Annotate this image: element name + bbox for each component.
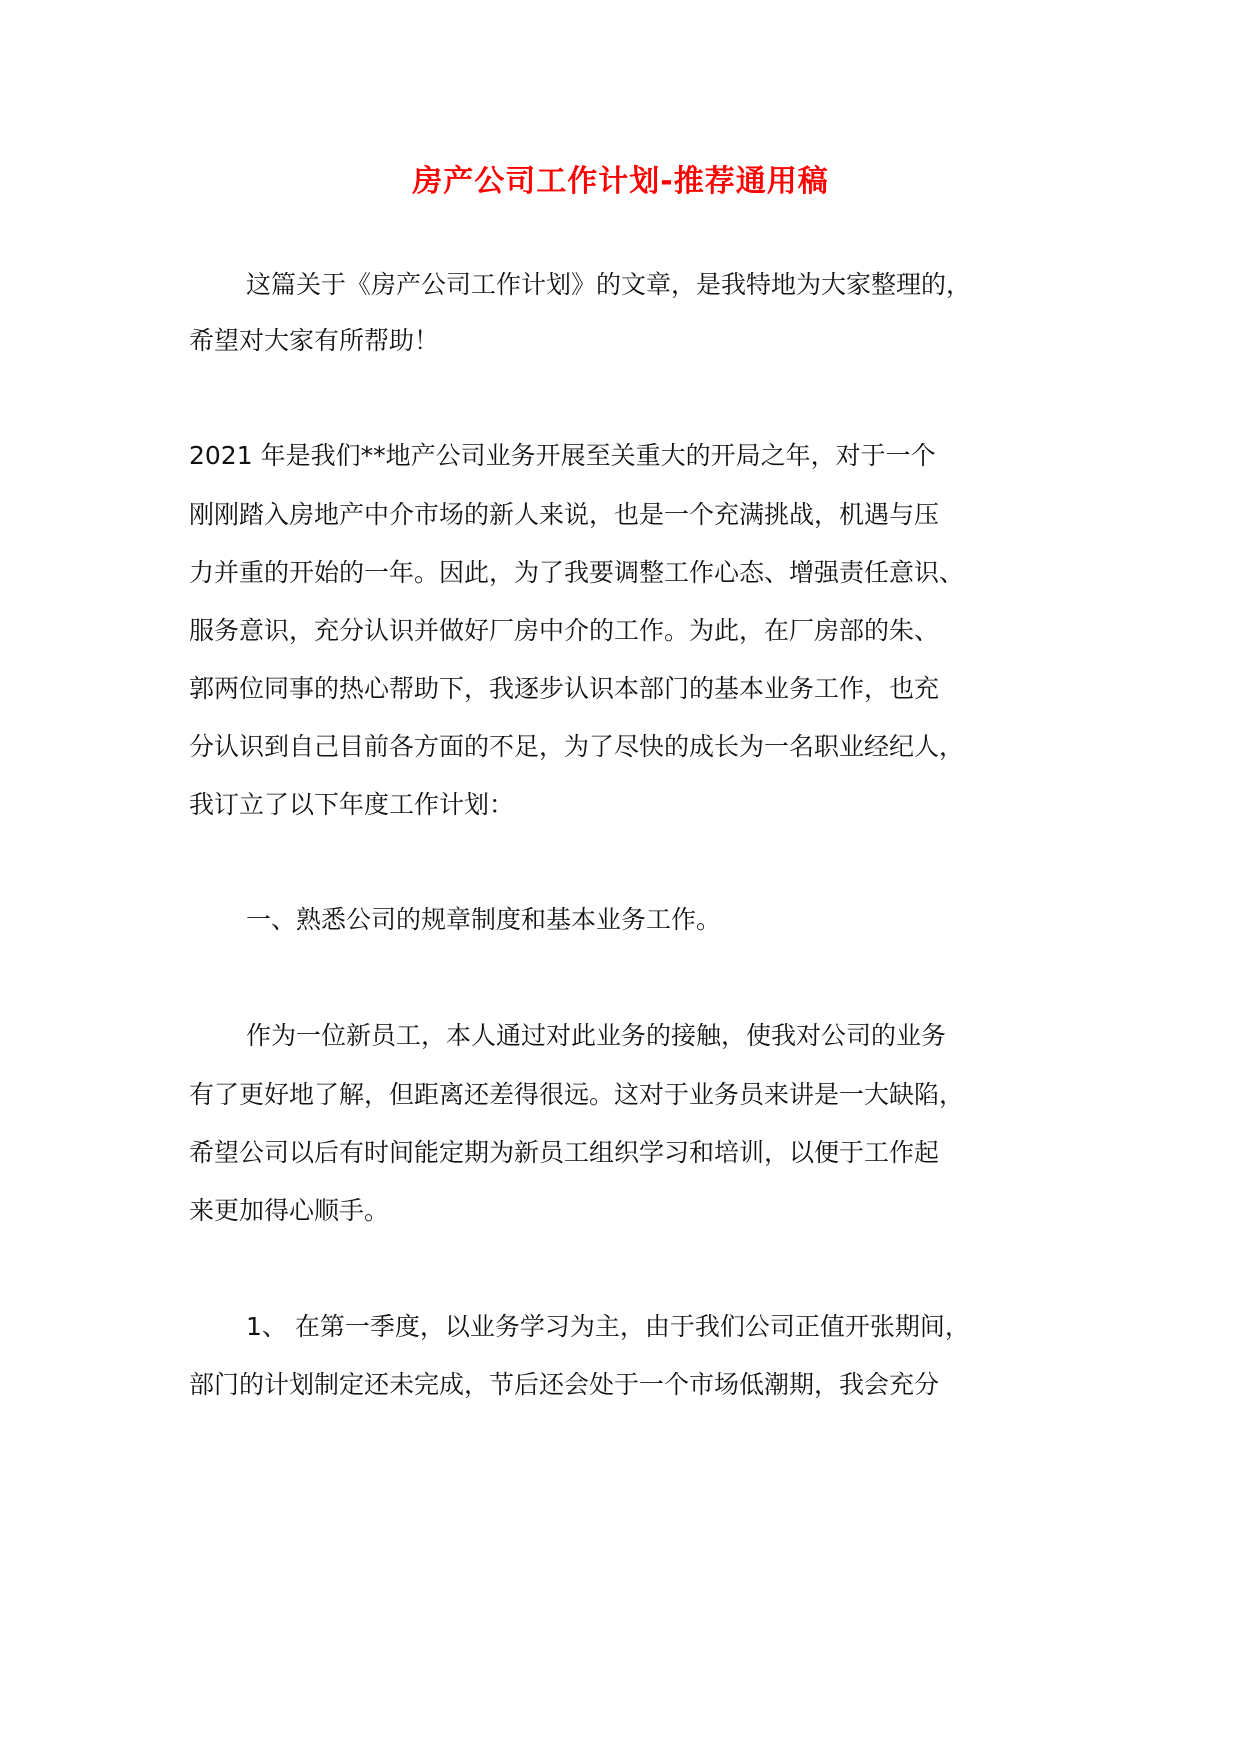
- paragraph-line: 力并重的开始的一年。因此，为了我要调整工作心态、增强责任意识、: [189, 558, 965, 587]
- section-heading: 一、熟悉公司的规章制度和基本业务工作。: [246, 905, 722, 934]
- paragraph-line: 刚刚踏入房地产中介市场的新人来说，也是一个充满挑战，机遇与压: [189, 500, 940, 529]
- list-item-line: 1、 在第一季度，以业务学习为主，由于我们公司正值开张期间，: [246, 1312, 970, 1341]
- paragraph-line: 来更加得心顺手。: [189, 1196, 390, 1225]
- paragraph-line: 分认识到自己目前各方面的不足，为了尽快的成长为一名职业经纪人，: [189, 732, 965, 761]
- paragraph-line: 希望公司以后有时间能定期为新员工组织学习和培训，以便于工作起: [189, 1138, 940, 1167]
- paragraph-line: 2021 年是我们**地产公司业务开展至关重大的开局之年，对于一个: [189, 441, 936, 470]
- paragraph-line: 部门的计划制定还未完成，节后还会处于一个市场低潮期，我会充分: [189, 1370, 940, 1399]
- paragraph-line: 希望对大家有所帮助！: [189, 326, 440, 355]
- paragraph-line: 郭两位同事的热心帮助下，我逐步认识本部门的基本业务工作，也充: [189, 674, 940, 703]
- document-title: 房产公司工作计划-推荐通用稿: [412, 164, 829, 199]
- paragraph-line: 这篇关于《房产公司工作计划》的文章，是我特地为大家整理的，: [246, 270, 972, 299]
- paragraph-line: 作为一位新员工，本人通过对此业务的接触，使我对公司的业务: [246, 1021, 947, 1050]
- paragraph-line: 服务意识，充分认识并做好厂房中介的工作。为此，在厂房部的朱、: [189, 616, 940, 645]
- paragraph-line: 我订立了以下年度工作计划：: [189, 790, 515, 819]
- paragraph-line: 有了更好地了解，但距离还差得很远。这对于业务员来讲是一大缺陷，: [189, 1080, 965, 1109]
